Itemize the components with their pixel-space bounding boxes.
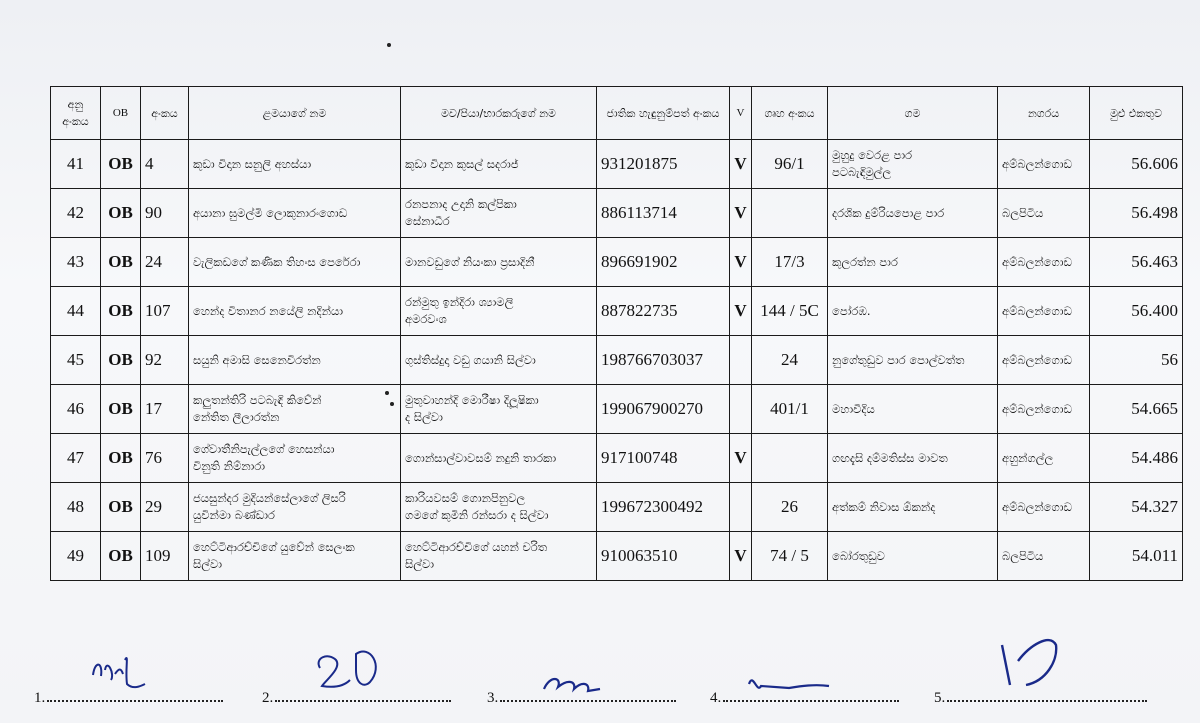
cell-parent-name: හෙට්ටිආරච්චිගේ යහන් චරිත සිල්වා [401,532,597,581]
cell-nic: 886113714 [597,189,730,238]
cell-city: අම්බලන්ගොඩ [998,336,1090,385]
stray-mark [390,402,394,406]
cell-total: 56.606 [1090,140,1183,189]
cell-v: V [730,238,752,287]
cell-village: මහාවීදිය [828,385,998,434]
cell-nic: 198766703037 [597,336,730,385]
signature-2-scribble [310,640,410,700]
cell-city: අම්බලන්ගොඩ [998,287,1090,336]
cell-app-no: 92 [141,336,189,385]
cell-serial: 44 [51,287,101,336]
cell-app-no: 29 [141,483,189,532]
header-total: මුළු එකතුව [1090,87,1183,140]
cell-serial: 46 [51,385,101,434]
cell-v [730,483,752,532]
cell-child-name: ගේවාතීනිපැල්ලගේ හෙසන්යා විනුති නිම්නාරා [189,434,401,483]
table-row [51,140,1183,189]
table-row [51,434,1183,483]
table-row [51,336,1183,385]
header-row [51,87,1183,140]
cell-total: 56.463 [1090,238,1183,287]
cell-ob: OB [101,483,141,532]
header-child-name: ළමයාගේ නම [189,87,401,140]
cell-serial: 41 [51,140,101,189]
cell-house-no: 17/3 [752,238,828,287]
cell-nic: 896691902 [597,238,730,287]
cell-parent-name: රනපනාද උදානි කල්පිකා සේනාධීර [401,189,597,238]
cell-child-name: වැලිකඩගේ කණික තිහංස පෙරේරා [189,238,401,287]
cell-app-no: 4 [141,140,189,189]
cell-total: 56.498 [1090,189,1183,238]
cell-child-name: කුඩා විදාන සනුලි අහස්යා [189,140,401,189]
cell-parent-name: කුඩා විදාන කුසල් සදරාජ් [401,140,597,189]
cell-child-name: හෙන්ද විතානර නයේලි නදින්යා [189,287,401,336]
cell-nic: 910063510 [597,532,730,581]
cell-parent-name: මුතුවාහන්දි මොරීෂා දිලූෂිකා ද සිල්වා [401,385,597,434]
header-ob: OB [101,87,141,140]
cell-ob: OB [101,385,141,434]
table-row [51,189,1183,238]
cell-house-no: 96/1 [752,140,828,189]
cell-serial: 47 [51,434,101,483]
cell-v: V [730,532,752,581]
stray-mark [387,43,391,47]
cell-total: 56 [1090,336,1183,385]
header-city: නගරය [998,87,1090,140]
signature-label: 5. [934,690,946,706]
cell-village: කුලරත්න පාර [828,238,998,287]
cell-nic: 917100748 [597,434,730,483]
cell-child-name: සයුනි අමාසි සෙනෙවිරත්න [189,336,401,385]
table-row [51,385,1183,434]
cell-v: V [730,434,752,483]
cell-child-name: ජයසුන්දර මුදියන්සේලාගේ ලිසරි යුවින්මා බණ්ඩාර [189,483,401,532]
stray-mark [385,391,389,395]
signature-label: 1. [34,690,46,706]
cell-nic: 199672300492 [597,483,730,532]
cell-parent-name: ගුස්තිස්දුදා වඩු ගයානි සිල්වා [401,336,597,385]
header-parent-name: මව/පියා/භාරකරුගේ නම [401,87,597,140]
table-row [51,532,1183,581]
cell-v [730,385,752,434]
cell-nic: 199067900270 [597,385,730,434]
header-app-no: අංකය [141,87,189,140]
header-house-no: ගෘහ අංකය [752,87,828,140]
signature-label: 4. [710,690,722,706]
cell-app-no: 24 [141,238,189,287]
cell-house-no [752,189,828,238]
header-village: ගම [828,87,998,140]
cell-parent-name: මානවඩුගේ නියංකා ප්‍රසාදිනී [401,238,597,287]
cell-city: අම්බලන්ගොඩ [998,238,1090,287]
signature-4-scribble [745,668,845,704]
cell-village: පෝරඹ. [828,287,998,336]
header-serial: අනු අංකය [51,87,101,140]
cell-city: අම්බලන්ගොඩ [998,483,1090,532]
cell-house-no: 26 [752,483,828,532]
cell-v: V [730,189,752,238]
signature-label: 2. [262,690,274,706]
cell-child-name: හෙට්ටිආරච්චිගේ යුවේන් සෙලංක සිල්වා [189,532,401,581]
cell-ob: OB [101,287,141,336]
cell-app-no: 90 [141,189,189,238]
cell-v [730,336,752,385]
cell-serial: 48 [51,483,101,532]
cell-village: බෝරතුඩුව [828,532,998,581]
signature-5-scribble [990,625,1080,695]
applicant-register-table [50,86,1183,581]
cell-ob: OB [101,532,141,581]
cell-house-no: 24 [752,336,828,385]
header-v: V [730,87,752,140]
cell-ob: OB [101,434,141,483]
cell-serial: 43 [51,238,101,287]
header-nic: ජාතික හැඳුනුම්පත් අංකය [597,87,730,140]
cell-village: නුගේතුඩුව පාර පොල්වත්ත [828,336,998,385]
cell-total: 54.486 [1090,434,1183,483]
cell-nic: 931201875 [597,140,730,189]
cell-house-no: 401/1 [752,385,828,434]
cell-city: බලපිටිය [998,532,1090,581]
cell-app-no: 109 [141,532,189,581]
cell-city: බලපිටිය [998,189,1090,238]
cell-ob: OB [101,189,141,238]
cell-city: අහුන්ගල්ල [998,434,1090,483]
cell-total: 54.327 [1090,483,1183,532]
table-row [51,483,1183,532]
signature-3-scribble [540,665,620,705]
table-row [51,287,1183,336]
cell-total: 56.400 [1090,287,1183,336]
table-row [51,238,1183,287]
cell-house-no [752,434,828,483]
cell-app-no: 17 [141,385,189,434]
cell-house-no: 74 / 5 [752,532,828,581]
cell-parent-name: රන්මුතු ඉන්දිරා ශ්‍යාමලි අමරවංශ [401,287,597,336]
cell-house-no: 144 / 5C [752,287,828,336]
cell-parent-name: ගොන්සාල්වාවසම් නදුනි තාරකා [401,434,597,483]
cell-serial: 42 [51,189,101,238]
cell-total: 54.665 [1090,385,1183,434]
cell-ob: OB [101,238,141,287]
cell-app-no: 76 [141,434,189,483]
cell-total: 54.011 [1090,532,1183,581]
cell-nic: 887822735 [597,287,730,336]
cell-v: V [730,287,752,336]
signature-label: 3. [487,690,499,706]
cell-serial: 45 [51,336,101,385]
cell-serial: 49 [51,532,101,581]
cell-ob: OB [101,336,141,385]
cell-app-no: 107 [141,287,189,336]
cell-village: අත්කම් නිවාස ඕකන්ද [828,483,998,532]
signature-1-scribble [85,640,185,700]
cell-city: අම්බලන්ගොඩ [998,385,1090,434]
cell-v: V [730,140,752,189]
cell-ob: OB [101,140,141,189]
cell-city: අම්බලන්ගොඩ [998,140,1090,189]
cell-child-name: අයානා ඝුමල්මි ලොකුනාරංගොඩ [189,189,401,238]
cell-village: ගඟදැසි දම්මතිස්ස මාවත [828,434,998,483]
cell-village: දරශික දුම්රියපොළ පාර [828,189,998,238]
cell-parent-name: කාරියවසම් ගොනපිනුවල ගමගේ කුමිනි රන්සරා ද සිල්වා [401,483,597,532]
cell-child-name: කලුතන්තිරි පටබැඳි කිවේන් නේතිත ලීලාරත්න [189,385,401,434]
cell-village: මුහුදු වෙරළ පාර පටබැඳිමුල්ල [828,140,998,189]
